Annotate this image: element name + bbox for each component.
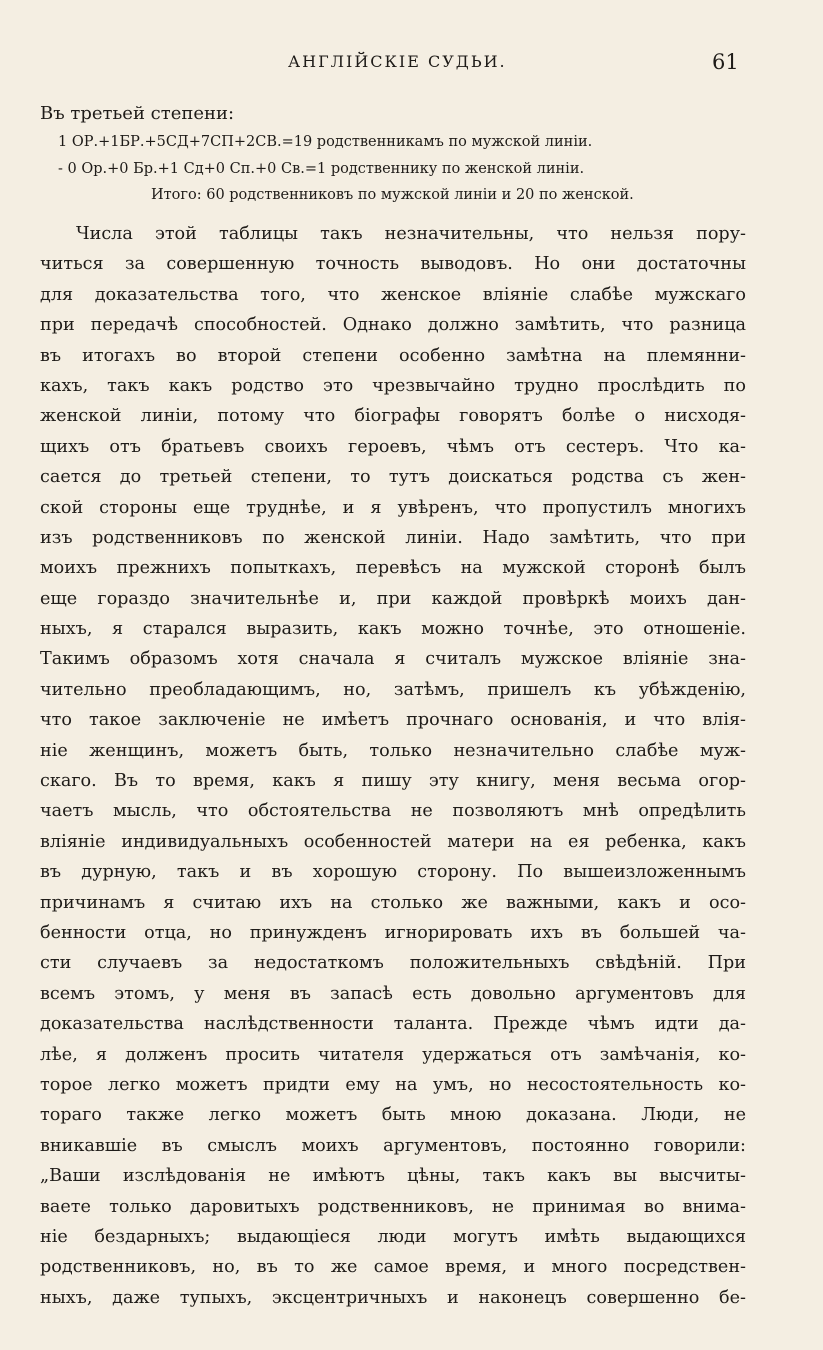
text-line: что такое заключеніе не имѣетъ прочнаго основанія, и что влія- (40, 710, 746, 731)
text-line: ніе бездарныхъ; выдающіеся люди могутъ имѣть выдающихся (40, 1226, 746, 1247)
text-line: лѣе, я долженъ просить читателя удержаться отъ замѣчанія, ко- (40, 1044, 746, 1065)
text-line: торое легко можетъ придти ему на умъ, но несостоятельность ко- (40, 1074, 746, 1095)
text-line: причинамъ я считаю ихъ на столько же важными, какъ и осо- (40, 892, 746, 913)
running-title: АНГЛІЙСКІЕ СУДЬИ. (288, 52, 507, 71)
text-line: „Ваши изслѣдованія не имѣютъ цѣны, такъ какъ вы высчиты- (40, 1166, 746, 1187)
text-line: чительно преобладающимъ, но, затѣмъ, пришелъ къ убѣжденію, (40, 679, 746, 700)
text-line: ской стороны еще труднѣе, и я увѣренъ, что пропустилъ многихъ (40, 497, 746, 518)
table-heading: Въ третьей степени: (40, 103, 235, 124)
text-line: чаетъ мысль, что обстоятельства не позволяютъ мнѣ опредѣлить (40, 801, 746, 822)
text-line: скаго. Въ то время, какъ я пишу эту книгу, меня весьма огор- (40, 771, 746, 792)
text-line: сается до третьей степени, то тутъ доискаться родства съ жен- (40, 467, 746, 488)
text-line: ніе женщинъ, можетъ быть, только незначительно слабѣе муж- (40, 740, 746, 761)
page-number: 61 (712, 50, 739, 74)
text-line: женской линіи, потому что біографы говорятъ болѣе о нисходя- (40, 406, 746, 427)
text-line: при передачѣ способностей. Однако должно замѣтить, что разница (40, 315, 746, 336)
table-line-total: Итого: 60 родственниковъ по мужской линіи и 20 по женской. (151, 187, 634, 203)
text-line: читься за совершенную точность выводовъ. Но они достаточны (40, 254, 746, 275)
text-line: вліяніе индивидуальныхъ особенностей матери на ея ребенка, какъ (40, 831, 746, 852)
page-header (0, 50, 823, 80)
text-line: сти случаевъ за недостаткомъ положительныхъ свѣдѣній. При (40, 953, 746, 974)
text-line: Такимъ образомъ хотя сначала я считалъ мужское вліяніе зна- (40, 649, 746, 670)
text-line: для доказательства того, что женское вліяніе слабѣе мужскаго (40, 284, 746, 305)
text-line: ныхъ, даже тупыхъ, эксцентричныхъ и наконецъ совершенно бе- (40, 1287, 746, 1308)
table-line-female: - 0 Ор.+0 Бр.+1 Сд+0 Сп.+0 Св.=1 родственнику по женской линіи. (58, 161, 585, 177)
text-line: бенности отца, но принужденъ игнорировать ихъ въ большей ча- (40, 922, 746, 943)
text-line: тораго также легко можетъ быть мною доказана. Люди, не (40, 1105, 746, 1126)
text-line: въ дурную, такъ и въ хорошую сторону. По вышеизложеннымъ (40, 862, 746, 883)
text-line: родственниковъ, но, въ то же самое время, и много посредствен- (40, 1257, 746, 1278)
text-line: кахъ, такъ какъ родство это чрезвычайно трудно прослѣдить по (40, 375, 746, 396)
text-line: изъ родственниковъ по женской линіи. Надо замѣтить, что при (40, 527, 746, 548)
text-line: моихъ прежнихъ попыткахъ, перевѣсъ на мужской сторонѣ былъ (40, 558, 746, 579)
body-paragraph (40, 219, 746, 1313)
text-line: ныхъ, я старался выразить, какъ можно точнѣе, это отношеніе. (40, 619, 746, 640)
text-line: ваете только даровитыхъ родственниковъ, не принимая во внима- (40, 1196, 746, 1217)
text-line: щихъ отъ братьевъ своихъ героевъ, чѣмъ отъ сестеръ. Что ка- (40, 436, 746, 457)
text-line: доказательства наслѣдственности таланта. Прежде чѣмъ идти да- (40, 1014, 746, 1035)
text-line: вникавшіе въ смыслъ моихъ аргументовъ, постоянно говорили: (40, 1135, 746, 1156)
text-line: всемъ этомъ, у меня въ запасѣ есть довольно аргументовъ для (40, 983, 746, 1004)
table-line-male: 1 ОР.+1БР.+5СД+7СП+2СВ.=19 родственникамъ по мужской линіи. (58, 134, 593, 150)
text-line: еще гораздо значительнѣе и, при каждой провѣркѣ моихъ дан- (40, 588, 746, 609)
text-line: Числа этой таблицы такъ незначительны, что нельзя пору- (76, 224, 746, 244)
text-line: въ итогахъ во второй степени особенно замѣтна на племянни- (40, 345, 746, 366)
